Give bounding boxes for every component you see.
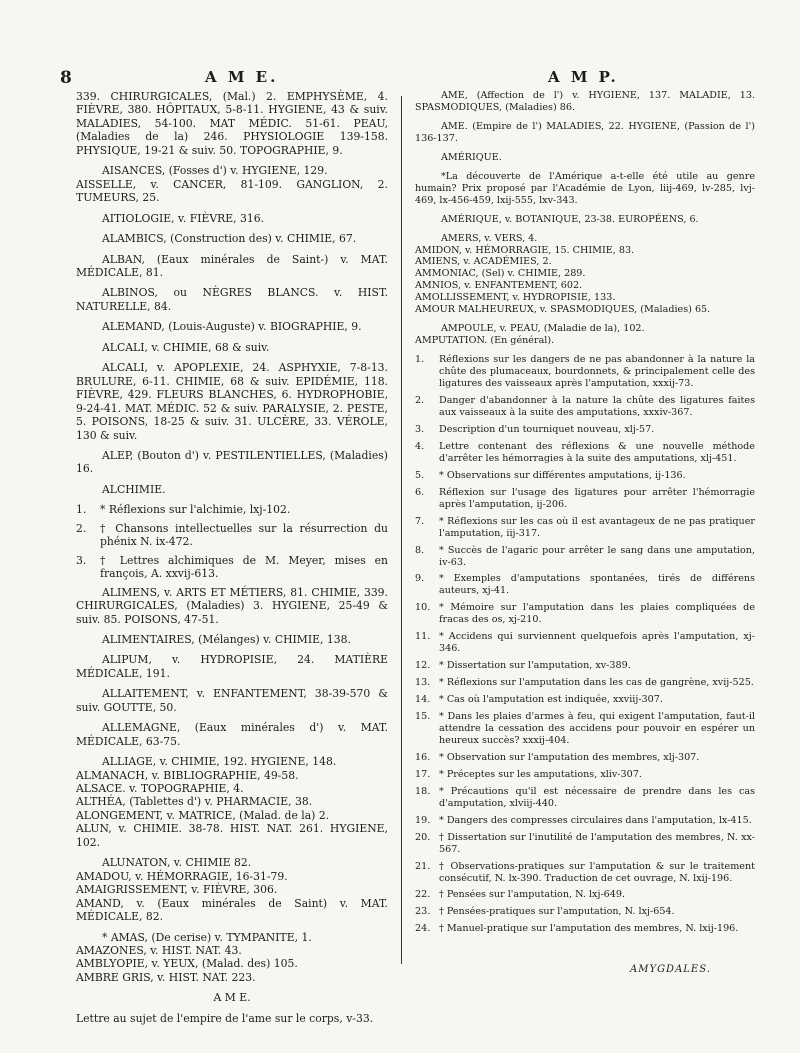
item-number: 22. xyxy=(415,889,431,901)
numbered-item xyxy=(76,503,388,516)
index-entry-text: ALCALI, v. CHIMIE, 68 & suiv. xyxy=(102,340,270,354)
index-entry-text: ALIMENTAIRES, (Mélanges) v. CHIMIE, 138. xyxy=(102,632,351,646)
numbered-item xyxy=(415,602,755,626)
index-entry xyxy=(76,341,388,354)
index-entry xyxy=(76,931,388,985)
numbered-item xyxy=(415,487,755,511)
index-entry-text: ALCALI, v. APOPLEXIE, 24. ASPHYXIE, 7-8-13. BRULURE, 6-11. CHIMIE, 68 & suiv. EPIDÉMIE, 118. FIÈVRE, 429. FLEURS BLANCHES, 6. HYDROPHOBIE, 9-24-41. MAT. MÉDIC. 52 & suiv. PARALYSIE, 2. PESTE, 5. POISONS, 18-25 & suiv. 31. ULCÈRE, 33. VÉROLE, 130 & suiv. xyxy=(76,361,388,442)
index-entry xyxy=(76,449,388,476)
item-text: † Observations-pratiques sur l'amputation & sur le traitement consécutif, N. lx-390. Traduction de cet ouvrage, N. lxij-196. xyxy=(439,860,755,884)
item-number: 18. xyxy=(415,785,431,797)
index-entry-text: AMÉRIQUE. xyxy=(441,151,502,163)
index-entry xyxy=(76,90,388,157)
index-entry-text: AISANCES, (Fosses d') v. HYGIENE, 129. AISSELLE, v. CANCER, 81-109. GANGLION, 2. TUMEURS, 25. xyxy=(76,164,388,205)
numbered-item xyxy=(415,631,755,655)
item-text: † Pensées-pratiques sur l'amputation, N. lxj-654. xyxy=(439,906,675,918)
index-entry-text: ALCHIMIE. xyxy=(102,482,166,496)
index-entry-text: ALLAITEMENT, v. ENFANTEMENT, 38-39-570 & suiv. GOUTTE, 50. xyxy=(76,687,388,714)
item-text: * Réflexions sur l'alchimie, lxj-102. xyxy=(100,503,291,517)
item-number: 2. xyxy=(415,395,425,407)
item-text: * Dans les plaies d'armes à feu, qui exigent l'amputation, faut-il attendre la cessation des accidens pour pouvoir en espérer un heureux succès? xxxij-404. xyxy=(439,711,755,746)
index-entry xyxy=(76,633,388,646)
item-number: 16. xyxy=(415,751,431,763)
item-number: 15. xyxy=(415,711,431,723)
index-entry xyxy=(76,586,388,626)
item-number: 9. xyxy=(415,573,425,585)
numbered-item xyxy=(415,395,755,419)
numbered-item xyxy=(415,660,755,672)
numbered-item xyxy=(415,815,755,827)
index-entry-text: AMÉRIQUE, v. BOTANIQUE, 23-38. EUROPÉENS, 6. xyxy=(441,213,699,225)
index-entry xyxy=(415,121,755,145)
numbered-item xyxy=(415,545,755,569)
item-text: † Chansons intellectuelles sur la résurrection du phénix N. ix-472. xyxy=(100,521,388,549)
numbered-item xyxy=(415,906,755,918)
numbered-item xyxy=(415,441,755,465)
index-entry-text: A M E. xyxy=(213,991,251,1005)
numbered-item xyxy=(415,786,755,810)
item-text: Lettre contenant des réflexions & une nouvelle méthode d'arrêter les hémorragies à la suite des amputations, xlj-451. xyxy=(439,440,755,464)
item-number: 10. xyxy=(415,602,431,614)
index-entry-text: ALEP, (Bouton d') v. PESTILENTIELLES, (Maladies) 16. xyxy=(76,448,388,476)
index-entry xyxy=(415,90,755,114)
index-entry-text: Lettre au sujet de l'empire de l'ame sur le corps, v-33. xyxy=(76,1011,374,1025)
item-number: 1. xyxy=(415,354,425,366)
item-number: 7. xyxy=(415,515,425,527)
item-text: † Manuel-pratique sur l'amputation des membres, N. lxij-196. xyxy=(439,923,739,935)
index-entry xyxy=(76,991,388,1004)
item-number: 1. xyxy=(76,503,87,517)
item-text: * Dissertation sur l'amputation, xv-389. xyxy=(439,660,631,672)
index-entry-text: *La découverte de l'Amérique a-t-elle été utile au genre humain? Prix proposé par l'Académie de Lyon, liij-469, lv-285, lvj-469, lx-456-459, lxij-555, lxv-343. xyxy=(415,170,755,206)
index-entry xyxy=(76,361,388,442)
index-entry-text: ALEMAND, (Louis-Auguste) v. BIOGRAPHIE, 9. xyxy=(102,320,362,334)
item-text: * Préceptes sur les amputations, xliv-307. xyxy=(439,768,642,780)
column-divider xyxy=(401,96,402,964)
numbered-item xyxy=(415,889,755,901)
index-entry-text: ALBAN, (Eaux minérales de Saint-) v. MAT. MÉDICALE, 81. xyxy=(76,252,388,279)
running-head-right: A M P. xyxy=(548,68,619,86)
index-entry xyxy=(76,755,388,849)
numbered-item xyxy=(415,923,755,935)
numbered-item xyxy=(415,694,755,706)
index-entry xyxy=(76,653,388,680)
item-text: Danger d'abandonner à la nature la chûte des ligatures faites aux vaisseaux à la suite des amputations, xxxiv-367. xyxy=(439,395,755,418)
page-number: 8 xyxy=(60,68,72,88)
index-entry xyxy=(76,232,388,245)
index-entry xyxy=(415,233,755,317)
numbered-item xyxy=(415,677,755,689)
index-entry xyxy=(76,687,388,714)
index-entry-text: AME. (Empire de l') MALADIES, 22. HYGIENE, (Passion de l') 136-137. xyxy=(415,120,755,144)
item-text: * Cas où l'amputation est indiquée, xxviij-307. xyxy=(439,694,663,706)
numbered-item xyxy=(415,516,755,540)
numbered-item xyxy=(415,832,755,856)
numbered-item xyxy=(415,861,755,885)
numbered-item xyxy=(415,711,755,747)
item-number: 4. xyxy=(415,440,425,452)
left-column xyxy=(76,90,388,1032)
index-entry-text: AMPOULE, v. PEAU, (Maladie de la), 102. AMPUTATION. (En général). xyxy=(415,323,645,347)
numbered-item xyxy=(415,424,755,436)
index-entry xyxy=(76,164,388,204)
item-text: † Pensées sur l'amputation, N. lxj-649. xyxy=(439,889,626,901)
item-number: 13. xyxy=(415,677,431,689)
index-entry xyxy=(76,856,388,923)
index-entry-text: AMERS, v. VERS, 4. AMIDON, v. HÉMORRAGIE, 15. CHIMIE, 83. AMIENS, v. ACADÉMIES, 2. AMMONIAC, (Sel) v. CHIMIE, 289. AMNIOS, v. ENFANTEMENT, 602. AMOLLISSEMENT, v. HYDROPISIE, 133. AMOUR MALHEUREUX, v. SPASMODIQUES, (Maladies) 65. xyxy=(415,232,711,316)
index-entry xyxy=(76,483,388,496)
item-number: 14. xyxy=(415,694,431,706)
numbered-item xyxy=(76,554,388,581)
numbered-item xyxy=(415,354,755,390)
item-number: 23. xyxy=(415,906,431,918)
item-text: * Précautions qu'il est nécessaire de prendre dans les cas d'amputation, xlviij-440. xyxy=(439,785,755,809)
index-entry xyxy=(76,721,388,748)
item-number: 5. xyxy=(415,469,425,481)
numbered-item xyxy=(415,752,755,764)
index-entry-text: ALIMENS, v. ARTS ET MÉTIERS, 81. CHIMIE, 339. CHIRURGICALES, (Maladies) 3. HYGIENE, 25-49 & suiv. 85. POISONS, 47-51. xyxy=(76,585,388,626)
alchimie-list xyxy=(76,503,388,580)
index-entry xyxy=(76,320,388,333)
right-column xyxy=(415,90,755,940)
item-text: * Mémoire sur l'amputation dans les plaies compliquées de fracas des os, xj-210. xyxy=(439,602,755,626)
item-number: 17. xyxy=(415,768,431,780)
index-entry xyxy=(415,323,755,347)
index-entry-text: ALIPUM, v. HYDROPISIE, 24. MATIÈRE MÉDICALE, 191. xyxy=(76,653,388,680)
index-entry-text: ALAMBICS, (Construction des) v. CHIMIE, 67. xyxy=(102,232,357,246)
item-number: 21. xyxy=(415,860,431,872)
item-number: 8. xyxy=(415,544,425,556)
item-text: Réflexion sur l'usage des ligatures pour arrêter l'hémorragie après l'amputation, ij-206. xyxy=(439,486,755,510)
item-text: * Dangers des compresses circulaires dans l'amputation, lx-415. xyxy=(439,814,752,826)
item-text: * Accidens qui surviennent quelquefois après l'amputation, xj-346. xyxy=(439,631,755,655)
item-number: 6. xyxy=(415,486,425,498)
numbered-item xyxy=(415,573,755,597)
item-text: Réflexions sur les dangers de ne pas abandonner à la nature la chûte des plumaceaux, bourdonnets, & principalement celle des ligatures des vaisseaux après l'amputation, xxxij-73. xyxy=(439,354,755,390)
item-number: 3. xyxy=(415,423,425,435)
item-text: * Exemples d'amputations spontanées, tirés de différens auteurs, xj-41. xyxy=(439,573,755,597)
item-text: † Lettres alchimiques de M. Meyer, mises en françois, A. xxvij-613. xyxy=(100,553,388,581)
item-text: * Observations sur différentes amputations, ij-136. xyxy=(439,469,686,481)
index-entry xyxy=(415,214,755,226)
catchword: AMYGDALES. xyxy=(630,964,711,975)
index-entry xyxy=(76,1012,388,1025)
numbered-item xyxy=(415,769,755,781)
index-entry xyxy=(76,286,388,313)
index-entry-text: ALBINOS, ou NÈGRES BLANCS. v. HIST. NATURELLE, 84. xyxy=(76,286,388,313)
index-entry-text: AITIOLOGIE, v. FIÈVRE, 316. xyxy=(102,211,265,225)
item-text: * Succès de l'agaric pour arrêter le sang dans une amputation, iv-63. xyxy=(439,544,755,568)
index-entry-text: AME, (Affection de l') v. HYGIENE, 137. MALADIE, 13. SPASMODIQUES, (Maladies) 86. xyxy=(415,90,755,113)
index-entry-text: ALLIAGE, v. CHIMIE, 192. HYGIENE, 148. ALMANACH, v. BIBLIOGRAPHIE, 49-58. ALSACE. v. TOPOGRAPHIE, 4. ALTHÉA, (Tablettes d') v. PHARMACIE, 38. ALONGEMENT, v. MATRICE, (Malad. de la) 2. ALUN, v. CHIMIE. 38-78. HIST. NAT. 261. HYGIENE, 102. xyxy=(76,755,388,849)
item-text: * Observation sur l'amputation des membres, xlj-307. xyxy=(439,751,700,763)
item-number: 12. xyxy=(415,660,431,672)
item-text: † Dissertation sur l'inutilité de l'amputation des membres, N. xx-567. xyxy=(439,831,755,855)
index-entry xyxy=(415,152,755,164)
amputation-list xyxy=(415,354,755,935)
index-entry xyxy=(415,171,755,207)
numbered-item xyxy=(76,522,388,549)
item-number: 19. xyxy=(415,814,431,826)
item-number: 24. xyxy=(415,923,431,935)
index-entry xyxy=(76,212,388,225)
numbered-item xyxy=(415,470,755,482)
index-entry-text: * AMAS, (De cerise) v. TYMPANITE, 1. AMAZONES, v. HIST. NAT. 43. AMBLYOPIE, v. YEUX, (Malad. des) 105. AMBRE GRIS, v. HIST. NAT. 223. xyxy=(76,930,312,984)
item-number: 2. xyxy=(76,521,87,535)
item-text: Description d'un tourniquet nouveau, xlj-57. xyxy=(439,423,655,435)
item-number: 3. xyxy=(76,553,87,567)
index-entry xyxy=(76,253,388,280)
index-entry-text: 339. CHIRURGICALES, (Mal.) 2. EMPHYSÈME, 4. FIÈVRE, 380. HÔPITAUX, 5-8-11. HYGIENE, 43 & suiv. MALADIES, 54-100. MAT MÉDIC. 51-61. PEAU, (Maladies de la) 246. PHYSIOLOGIE 139-158. PHYSIQUE, 19-21 & suiv. 50. TOPOGRAPHIE, 9. xyxy=(76,90,388,157)
item-text: * Réflexions sur l'amputation dans les cas de gangrène, xvij-525. xyxy=(439,677,754,689)
item-text: * Réflexions sur les cas où il est avantageux de ne pas pratiquer l'amputation, iij-317. xyxy=(439,515,755,539)
item-number: 11. xyxy=(415,631,431,643)
running-head-left: A M E. xyxy=(205,68,279,86)
item-number: 20. xyxy=(415,831,431,843)
index-entry-text: ALUNATON, v. CHIMIE 82. AMADOU, v. HÉMORRAGIE, 16-31-79. AMAIGRISSEMENT, v. FIÈVRE, 306. AMAND, v. (Eaux minérales de Saint) v. MAT. MÉDICALE, 82. xyxy=(76,856,388,924)
index-entry-text: ALLEMAGNE, (Eaux minérales d') v. MAT. MÉDICALE, 63-75. xyxy=(76,721,388,748)
